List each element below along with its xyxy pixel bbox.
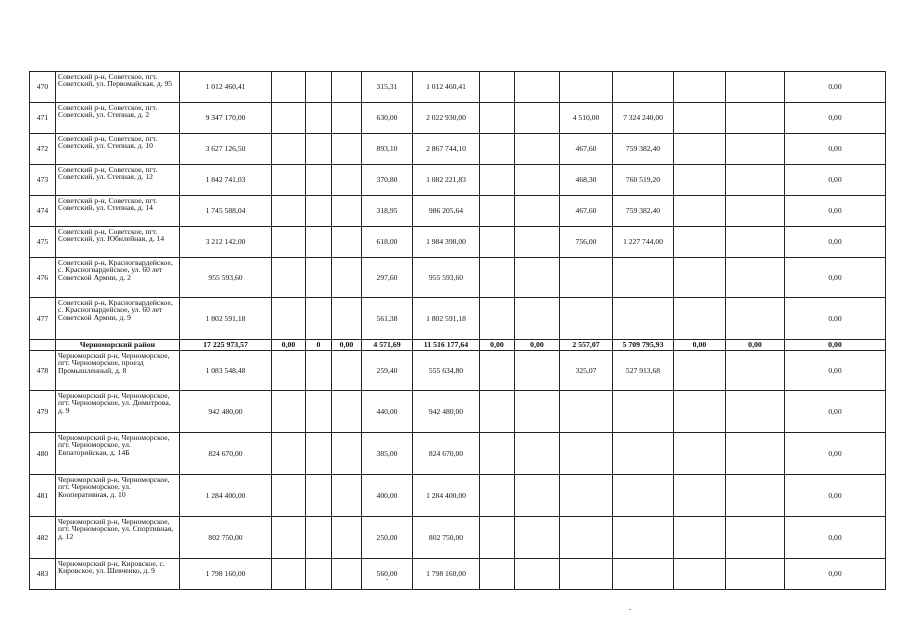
value-cell-c9 <box>560 517 613 559</box>
scan-speck <box>629 609 631 610</box>
value-cell-c2 <box>272 103 306 134</box>
value-cell-c4 <box>332 559 362 590</box>
total-cell-c9: 2 557,07 <box>560 340 613 351</box>
table-row <box>30 298 886 340</box>
value-cell-c4 <box>332 433 362 475</box>
value-cell-c4 <box>332 475 362 517</box>
value-cell-c3 <box>306 72 332 103</box>
value-cell-c12 <box>726 391 785 433</box>
table-row <box>30 559 886 590</box>
value-cell-c9 <box>560 72 613 103</box>
value-cell-c11 <box>674 351 726 391</box>
value-cell-c12 <box>726 103 785 134</box>
value-cell-c8 <box>515 72 560 103</box>
value-cell-c8 <box>515 298 560 340</box>
value-cell-c8 <box>515 165 560 196</box>
value-cell-c12 <box>726 134 785 165</box>
row-number: 470 <box>30 72 56 103</box>
value-cell-c4 <box>332 258 362 298</box>
value-cell-c11 <box>674 475 726 517</box>
value-cell-c13: 0,00 <box>785 103 886 134</box>
value-cell-c6: 1 984 398,00 <box>413 227 480 258</box>
value-cell-c1: 3 212 142,00 <box>180 227 272 258</box>
row-number: 479 <box>30 391 56 433</box>
table-row <box>30 196 886 227</box>
value-cell-c4 <box>332 165 362 196</box>
value-cell-c1: 9 347 170,00 <box>180 103 272 134</box>
value-cell-c10 <box>613 258 674 298</box>
value-cell-c13: 0,00 <box>785 165 886 196</box>
row-number: 477 <box>30 298 56 340</box>
value-cell-c4 <box>332 227 362 258</box>
value-cell-c8 <box>515 351 560 391</box>
value-cell-c5: 318,95 <box>362 196 413 227</box>
value-cell-c9: 4 510,00 <box>560 103 613 134</box>
value-cell-c10: 760 519,20 <box>613 165 674 196</box>
value-cell-c12 <box>726 72 785 103</box>
value-cell-c7 <box>480 517 515 559</box>
value-cell-c6: 824 670,00 <box>413 433 480 475</box>
value-cell-c7 <box>480 298 515 340</box>
value-cell-c9: 468,30 <box>560 165 613 196</box>
value-cell-c2 <box>272 298 306 340</box>
table-row <box>30 433 886 475</box>
address-cell: Советский р-н, Советское, пгт. Советский, ул. Степная, д. 2 <box>56 103 180 134</box>
value-cell-c13: 0,00 <box>785 391 886 433</box>
total-cell-c13: 0,00 <box>785 340 886 351</box>
value-cell-c12 <box>726 433 785 475</box>
value-cell-c7 <box>480 258 515 298</box>
value-cell-c13: 0,00 <box>785 517 886 559</box>
value-cell-c12 <box>726 298 785 340</box>
value-cell-c1: 1 798 160,00 <box>180 559 272 590</box>
value-cell-c13: 0,00 <box>785 258 886 298</box>
value-cell-c2 <box>272 475 306 517</box>
value-cell-c9: 467,60 <box>560 196 613 227</box>
value-cell-c5: 385,00 <box>362 433 413 475</box>
value-cell-c2 <box>272 517 306 559</box>
value-cell-c5: 630,00 <box>362 103 413 134</box>
value-cell-c6: 1 284 400,00 <box>413 475 480 517</box>
value-cell-c2 <box>272 559 306 590</box>
value-cell-c7 <box>480 103 515 134</box>
row-number: 474 <box>30 196 56 227</box>
address-cell: Советский р-н, Советское, пгт. Советский, ул. Степная, д. 14 <box>56 196 180 227</box>
value-cell-c5: 440,00 <box>362 391 413 433</box>
total-cell-c2: 0,00 <box>272 340 306 351</box>
value-cell-c13: 0,00 <box>785 433 886 475</box>
address-cell: Советский р-н, Советское, пгт. Советский, ул. Юбилейная, д. 14 <box>56 227 180 258</box>
value-cell-c4 <box>332 351 362 391</box>
value-cell-c13: 0,00 <box>785 475 886 517</box>
value-cell-c4 <box>332 196 362 227</box>
value-cell-c10 <box>613 433 674 475</box>
value-cell-c3 <box>306 475 332 517</box>
value-cell-c12 <box>726 559 785 590</box>
value-cell-c11 <box>674 517 726 559</box>
value-cell-c11 <box>674 72 726 103</box>
value-cell-c7 <box>480 559 515 590</box>
value-cell-c9 <box>560 433 613 475</box>
value-cell-c1: 1 083 548,48 <box>180 351 272 391</box>
value-cell-c4 <box>332 103 362 134</box>
value-cell-c12 <box>726 475 785 517</box>
value-cell-c8 <box>515 258 560 298</box>
value-cell-c6: 802 750,00 <box>413 517 480 559</box>
row-number: 481 <box>30 475 56 517</box>
address-cell: Черноморский р-н, Черноморское, пгт. Черноморское, ул. Димитрова, д. 9 <box>56 391 180 433</box>
table-row <box>30 475 886 517</box>
value-cell-c8 <box>515 433 560 475</box>
value-cell-c11 <box>674 165 726 196</box>
value-cell-c13: 0,00 <box>785 559 886 590</box>
value-cell-c2 <box>272 134 306 165</box>
value-cell-c8 <box>515 559 560 590</box>
value-cell-c4 <box>332 134 362 165</box>
address-cell: Советский р-н, Красногвардейское, с. Красногвардейское, ул. 60 лет Советской Армии, д. 9 <box>56 298 180 340</box>
value-cell-c12 <box>726 517 785 559</box>
address-cell: Черноморский р-н, Черноморское, пгт. Черноморское, ул. Евпаторийская, д. 14Б <box>56 433 180 475</box>
value-cell-c7 <box>480 433 515 475</box>
value-cell-c8 <box>515 475 560 517</box>
value-cell-c1: 942 480,00 <box>180 391 272 433</box>
value-cell-c8 <box>515 391 560 433</box>
value-cell-c13: 0,00 <box>785 298 886 340</box>
value-cell-c11 <box>674 433 726 475</box>
value-cell-c2 <box>272 258 306 298</box>
address-cell: Черноморский р-н, Кировское, с. Кировское, ул. Шевченко, д. 9 <box>56 559 180 590</box>
value-cell-c12 <box>726 227 785 258</box>
housing-repair-table <box>29 71 886 590</box>
total-cell-c6: 11 516 177,64 <box>413 340 480 351</box>
value-cell-c1: 1 284 400,00 <box>180 475 272 517</box>
value-cell-c12 <box>726 351 785 391</box>
value-cell-c7 <box>480 165 515 196</box>
value-cell-c1: 3 627 126,50 <box>180 134 272 165</box>
row-number: 482 <box>30 517 56 559</box>
value-cell-c8 <box>515 196 560 227</box>
value-cell-c10 <box>613 391 674 433</box>
table-row <box>30 351 886 391</box>
value-cell-c13: 0,00 <box>785 134 886 165</box>
value-cell-c3 <box>306 433 332 475</box>
value-cell-c8 <box>515 103 560 134</box>
value-cell-c6: 1 802 591,18 <box>413 298 480 340</box>
value-cell-c10 <box>613 298 674 340</box>
value-cell-c13: 0,00 <box>785 72 886 103</box>
value-cell-c3 <box>306 196 332 227</box>
row-number: 472 <box>30 134 56 165</box>
row-number: 475 <box>30 227 56 258</box>
value-cell-c9 <box>560 258 613 298</box>
value-cell-c6: 986 205,64 <box>413 196 480 227</box>
value-cell-c8 <box>515 517 560 559</box>
value-cell-c5: 315,31 <box>362 72 413 103</box>
value-cell-c2 <box>272 433 306 475</box>
table-row <box>30 134 886 165</box>
row-number: 473 <box>30 165 56 196</box>
value-cell-c7 <box>480 227 515 258</box>
value-cell-c12 <box>726 196 785 227</box>
value-cell-c11 <box>674 258 726 298</box>
value-cell-c7 <box>480 134 515 165</box>
value-cell-c13: 0,00 <box>785 196 886 227</box>
value-cell-c6: 942 480,00 <box>413 391 480 433</box>
value-cell-c3 <box>306 103 332 134</box>
value-cell-c2 <box>272 227 306 258</box>
value-cell-c5: 297,60 <box>362 258 413 298</box>
value-cell-c10 <box>613 517 674 559</box>
value-cell-c2 <box>272 196 306 227</box>
document-page <box>29 71 885 590</box>
total-cell-c12: 0,00 <box>726 340 785 351</box>
address-cell: Черноморский р-н, Черноморское, пгт. Черноморское, ул. Спортивная, д. 12 <box>56 517 180 559</box>
value-cell-c6: 955 593,60 <box>413 258 480 298</box>
value-cell-c6: 2 867 744,10 <box>413 134 480 165</box>
value-cell-c4 <box>332 72 362 103</box>
value-cell-c6: 1 082 221,83 <box>413 165 480 196</box>
value-cell-c9: 756,00 <box>560 227 613 258</box>
value-cell-c10: 527 913,68 <box>613 351 674 391</box>
value-cell-c5: 370,80 <box>362 165 413 196</box>
value-cell-c10: 1 227 744,00 <box>613 227 674 258</box>
address-cell: Советский р-н, Красногвардейское, с. Красногвардейское, ул. 60 лет Советской Армии, д. 2 <box>56 258 180 298</box>
value-cell-c12 <box>726 258 785 298</box>
value-cell-c3 <box>306 258 332 298</box>
row-number: 476 <box>30 258 56 298</box>
value-cell-c7 <box>480 196 515 227</box>
row-number: 483 <box>30 559 56 590</box>
value-cell-c1: 1 012 460,41 <box>180 72 272 103</box>
value-cell-c9 <box>560 559 613 590</box>
row-number: 471 <box>30 103 56 134</box>
table-row <box>30 103 886 134</box>
scan-speck <box>386 579 388 580</box>
value-cell-c2 <box>272 391 306 433</box>
value-cell-c10: 759 382,40 <box>613 134 674 165</box>
address-cell: Советский р-н, Советское, пгт. Советский, ул. Степная, д. 10 <box>56 134 180 165</box>
value-cell-c10 <box>613 475 674 517</box>
table-row <box>30 517 886 559</box>
total-cell-c11: 0,00 <box>674 340 726 351</box>
total-cell-c8: 0,00 <box>515 340 560 351</box>
value-cell-c5: 561,38 <box>362 298 413 340</box>
value-cell-c1: 955 593,60 <box>180 258 272 298</box>
value-cell-c2 <box>272 351 306 391</box>
value-cell-c7 <box>480 72 515 103</box>
value-cell-c5: 400,00 <box>362 475 413 517</box>
address-cell: Советский р-н, Советское, пгт. Советский, ул. Степная, д. 12 <box>56 165 180 196</box>
value-cell-c3 <box>306 134 332 165</box>
value-cell-c11 <box>674 298 726 340</box>
value-cell-c3 <box>306 517 332 559</box>
value-cell-c9 <box>560 391 613 433</box>
value-cell-c11 <box>674 134 726 165</box>
value-cell-c4 <box>332 517 362 559</box>
value-cell-c2 <box>272 165 306 196</box>
value-cell-c13: 0,00 <box>785 351 886 391</box>
address-cell: Советский р-н, Советское, пгт. Советский, ул. Первомайская, д. 95 <box>56 72 180 103</box>
value-cell-c5: 259,40 <box>362 351 413 391</box>
value-cell-c9 <box>560 475 613 517</box>
value-cell-c10 <box>613 559 674 590</box>
total-cell-c4: 0,00 <box>332 340 362 351</box>
value-cell-c3 <box>306 165 332 196</box>
address-cell: Черноморский р-н, Черноморское, пгт. Черноморское, ул. Кооперативная, д. 10 <box>56 475 180 517</box>
value-cell-c10 <box>613 72 674 103</box>
value-cell-c7 <box>480 351 515 391</box>
value-cell-c6: 1 798 160,00 <box>413 559 480 590</box>
address-cell: Черноморский р-н, Черноморское, пгт. Черноморское, проезд Промышленный, д. 8 <box>56 351 180 391</box>
value-cell-c11 <box>674 391 726 433</box>
value-cell-c3 <box>306 391 332 433</box>
value-cell-c1: 824 670,00 <box>180 433 272 475</box>
value-cell-c9: 325,07 <box>560 351 613 391</box>
district-label: Черноморский район <box>56 340 180 351</box>
value-cell-c5: 560,00 <box>362 559 413 590</box>
value-cell-c9 <box>560 298 613 340</box>
row-number: 480 <box>30 433 56 475</box>
value-cell-c10: 7 324 240,00 <box>613 103 674 134</box>
table-row <box>30 72 886 103</box>
value-cell-c6: 1 012 460,41 <box>413 72 480 103</box>
row-number <box>30 340 56 351</box>
value-cell-c8 <box>515 134 560 165</box>
table-row <box>30 227 886 258</box>
value-cell-c3 <box>306 227 332 258</box>
total-cell-c3: 0 <box>306 340 332 351</box>
total-cell-c10: 5 709 795,93 <box>613 340 674 351</box>
district-total-row <box>30 340 886 351</box>
value-cell-c5: 250,00 <box>362 517 413 559</box>
value-cell-c4 <box>332 391 362 433</box>
row-number: 478 <box>30 351 56 391</box>
value-cell-c1: 802 750,00 <box>180 517 272 559</box>
value-cell-c10: 759 382,40 <box>613 196 674 227</box>
table-row <box>30 258 886 298</box>
value-cell-c3 <box>306 559 332 590</box>
value-cell-c8 <box>515 227 560 258</box>
value-cell-c1: 1 802 591,18 <box>180 298 272 340</box>
value-cell-c11 <box>674 227 726 258</box>
value-cell-c9: 467,60 <box>560 134 613 165</box>
table-row <box>30 165 886 196</box>
value-cell-c13: 0,00 <box>785 227 886 258</box>
total-cell-c5: 4 571,69 <box>362 340 413 351</box>
value-cell-c6: 555 634,80 <box>413 351 480 391</box>
total-cell-c1: 17 225 973,57 <box>180 340 272 351</box>
value-cell-c1: 1 842 741,03 <box>180 165 272 196</box>
value-cell-c12 <box>726 165 785 196</box>
value-cell-c11 <box>674 196 726 227</box>
value-cell-c5: 618,00 <box>362 227 413 258</box>
value-cell-c6: 2 022 930,00 <box>413 103 480 134</box>
value-cell-c4 <box>332 298 362 340</box>
value-cell-c7 <box>480 475 515 517</box>
value-cell-c7 <box>480 391 515 433</box>
value-cell-c11 <box>674 103 726 134</box>
value-cell-c5: 893,10 <box>362 134 413 165</box>
total-cell-c7: 0,00 <box>480 340 515 351</box>
table-row <box>30 391 886 433</box>
value-cell-c1: 1 745 588,04 <box>180 196 272 227</box>
table-body <box>30 72 886 590</box>
value-cell-c3 <box>306 351 332 391</box>
value-cell-c11 <box>674 559 726 590</box>
value-cell-c3 <box>306 298 332 340</box>
value-cell-c2 <box>272 72 306 103</box>
